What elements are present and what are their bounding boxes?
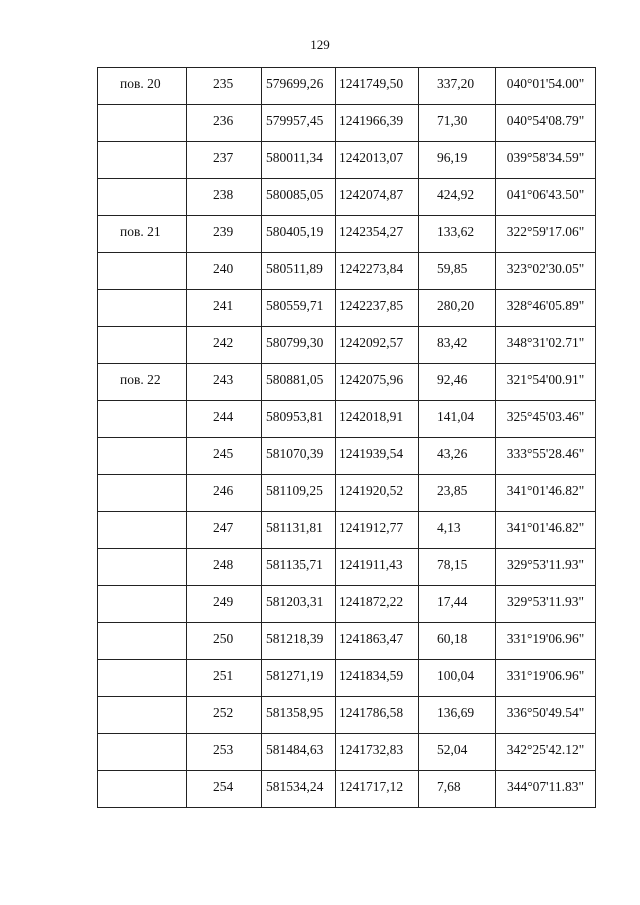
segment-length-cell	[419, 586, 496, 623]
turn-label-cell	[98, 438, 187, 475]
x-coordinate-cell	[262, 438, 336, 475]
point-number: 238	[213, 187, 234, 202]
turn-label-cell	[98, 253, 187, 290]
y-coordinate: 1241786,58	[339, 705, 404, 720]
x-coordinate-cell	[262, 475, 336, 512]
turn-label: пов. 20	[120, 76, 161, 91]
table-row	[98, 771, 596, 808]
direction-angle-cell	[496, 105, 596, 142]
point-number-cell	[187, 438, 262, 475]
direction-angle: 328°46'05.89"	[506, 298, 585, 313]
y-coordinate: 1242074,87	[339, 187, 404, 202]
x-coordinate: 581070,39	[266, 446, 324, 461]
segment-length-cell	[419, 401, 496, 438]
point-number-cell	[187, 512, 262, 549]
segment-length-cell	[419, 512, 496, 549]
coordinates-table	[97, 67, 596, 808]
direction-angle-cell	[496, 216, 596, 253]
table-row	[98, 401, 596, 438]
segment-length: 337,20	[437, 76, 475, 91]
direction-angle: 342°25'42.12"	[506, 742, 585, 757]
segment-length: 83,42	[437, 335, 468, 350]
x-coordinate-cell	[262, 253, 336, 290]
segment-length: 71,30	[437, 113, 468, 128]
y-coordinate-cell	[336, 734, 419, 771]
y-coordinate-cell	[336, 475, 419, 512]
y-coordinate-cell	[336, 290, 419, 327]
direction-angle-cell	[496, 364, 596, 401]
x-coordinate-cell	[262, 401, 336, 438]
x-coordinate: 581109,25	[266, 483, 323, 498]
point-number: 250	[213, 631, 234, 646]
page-number: 129	[310, 37, 330, 52]
x-coordinate-cell	[262, 549, 336, 586]
segment-length: 59,85	[437, 261, 468, 276]
direction-angle: 321°54'00.91"	[506, 372, 585, 387]
direction-angle: 336°50'49.54"	[506, 705, 585, 720]
turn-label	[98, 586, 186, 594]
turn-label-cell	[98, 401, 187, 438]
point-number: 242	[213, 335, 234, 350]
point-number-cell	[187, 586, 262, 623]
point-number: 254	[213, 779, 234, 794]
table-row	[98, 253, 596, 290]
turn-label	[98, 179, 186, 187]
turn-label: пов. 22	[120, 372, 161, 387]
point-number: 247	[213, 520, 234, 535]
turn-label: пов. 21	[120, 224, 161, 239]
x-coordinate: 580085,05	[266, 187, 324, 202]
x-coordinate: 581534,24	[266, 779, 324, 794]
x-coordinate-cell	[262, 660, 336, 697]
segment-length: 100,04	[437, 668, 475, 683]
direction-angle-cell	[496, 68, 596, 105]
y-coordinate: 1242075,96	[339, 372, 404, 387]
x-coordinate-cell	[262, 142, 336, 179]
y-coordinate: 1241966,39	[339, 113, 404, 128]
x-coordinate-cell	[262, 623, 336, 660]
point-number: 249	[213, 594, 234, 609]
point-number: 248	[213, 557, 234, 572]
segment-length: 4,13	[437, 520, 461, 535]
table-row	[98, 216, 596, 253]
x-coordinate: 581218,39	[266, 631, 324, 646]
turn-label-cell	[98, 475, 187, 512]
x-coordinate: 579957,45	[266, 113, 324, 128]
y-coordinate: 1241939,54	[339, 446, 404, 461]
segment-length: 133,62	[437, 224, 475, 239]
turn-label-cell	[98, 290, 187, 327]
point-number: 251	[213, 668, 234, 683]
y-coordinate-cell	[336, 660, 419, 697]
table-row	[98, 475, 596, 512]
point-number-cell	[187, 142, 262, 179]
turn-label	[98, 327, 186, 335]
point-number: 244	[213, 409, 234, 424]
y-coordinate: 1241749,50	[339, 76, 404, 91]
table-row	[98, 364, 596, 401]
y-coordinate-cell	[336, 401, 419, 438]
segment-length-cell	[419, 475, 496, 512]
x-coordinate-cell	[262, 327, 336, 364]
segment-length: 17,44	[437, 594, 468, 609]
point-number-cell	[187, 401, 262, 438]
turn-label-cell	[98, 734, 187, 771]
turn-label	[98, 290, 186, 298]
point-number-cell	[187, 623, 262, 660]
point-number-cell	[187, 660, 262, 697]
turn-label-cell	[98, 697, 187, 734]
y-coordinate: 1242237,85	[339, 298, 404, 313]
y-coordinate: 1242092,57	[339, 335, 404, 350]
segment-length-cell	[419, 549, 496, 586]
direction-angle: 333°55'28.46"	[506, 446, 585, 461]
segment-length: 141,04	[437, 409, 475, 424]
turn-label	[98, 623, 186, 631]
segment-length-cell	[419, 734, 496, 771]
x-coordinate-cell	[262, 771, 336, 808]
direction-angle: 344°07'11.83"	[507, 779, 584, 794]
segment-length-cell	[419, 142, 496, 179]
x-coordinate: 581271,19	[266, 668, 324, 683]
turn-label-cell	[98, 771, 187, 808]
x-coordinate-cell	[262, 290, 336, 327]
direction-angle-cell	[496, 586, 596, 623]
turn-label-cell	[98, 327, 187, 364]
segment-length-cell	[419, 623, 496, 660]
direction-angle-cell	[496, 327, 596, 364]
direction-angle: 325°45'03.46"	[506, 409, 585, 424]
segment-length: 424,92	[437, 187, 475, 202]
direction-angle: 348°31'02.71"	[506, 335, 585, 350]
table-row	[98, 549, 596, 586]
point-number: 240	[213, 261, 234, 276]
x-coordinate-cell	[262, 364, 336, 401]
table-row	[98, 105, 596, 142]
x-coordinate: 580799,30	[266, 335, 324, 350]
segment-length-cell	[419, 68, 496, 105]
x-coordinate: 580953,81	[266, 409, 324, 424]
y-coordinate: 1242018,91	[339, 409, 404, 424]
point-number-cell	[187, 253, 262, 290]
turn-label-cell	[98, 179, 187, 216]
table-row	[98, 68, 596, 105]
direction-angle-cell	[496, 290, 596, 327]
point-number: 236	[213, 113, 234, 128]
point-number-cell	[187, 364, 262, 401]
x-coordinate: 580511,89	[266, 261, 323, 276]
turn-label	[98, 401, 186, 409]
turn-label-cell	[98, 660, 187, 697]
segment-length: 92,46	[437, 372, 468, 387]
point-number-cell	[187, 771, 262, 808]
direction-angle: 329°53'11.93"	[507, 594, 584, 609]
y-coordinate-cell	[336, 438, 419, 475]
direction-angle-cell	[496, 734, 596, 771]
table-row	[98, 438, 596, 475]
direction-angle: 039°58'34.59"	[506, 150, 585, 165]
direction-angle-cell	[496, 438, 596, 475]
x-coordinate-cell	[262, 179, 336, 216]
segment-length-cell	[419, 697, 496, 734]
turn-label-cell	[98, 586, 187, 623]
point-number-cell	[187, 290, 262, 327]
table-row	[98, 142, 596, 179]
segment-length-cell	[419, 179, 496, 216]
x-coordinate: 581358,95	[266, 705, 324, 720]
direction-angle: 040°54'08.79"	[506, 113, 585, 128]
point-number-cell	[187, 697, 262, 734]
table-row	[98, 586, 596, 623]
turn-label-cell	[98, 364, 187, 401]
point-number-cell	[187, 475, 262, 512]
y-coordinate-cell	[336, 697, 419, 734]
x-coordinate: 581203,31	[266, 594, 324, 609]
coordinates-table-body	[98, 68, 596, 808]
direction-angle: 323°02'30.05"	[506, 261, 585, 276]
direction-angle: 322°59'17.06"	[506, 224, 585, 239]
turn-label	[98, 771, 186, 779]
table-row	[98, 734, 596, 771]
direction-angle-cell	[496, 660, 596, 697]
point-number: 252	[213, 705, 234, 720]
segment-length-cell	[419, 438, 496, 475]
y-coordinate-cell	[336, 771, 419, 808]
point-number: 235	[213, 76, 234, 91]
point-number: 246	[213, 483, 234, 498]
direction-angle-cell	[496, 179, 596, 216]
y-coordinate-cell	[336, 68, 419, 105]
turn-label-cell	[98, 623, 187, 660]
point-number-cell	[187, 179, 262, 216]
y-coordinate-cell	[336, 327, 419, 364]
x-coordinate: 580011,34	[266, 150, 323, 165]
segment-length: 60,18	[437, 631, 468, 646]
table-row	[98, 660, 596, 697]
turn-label-cell	[98, 142, 187, 179]
turn-label	[98, 512, 186, 520]
point-number-cell	[187, 216, 262, 253]
segment-length-cell	[419, 327, 496, 364]
point-number-cell	[187, 68, 262, 105]
x-coordinate-cell	[262, 697, 336, 734]
segment-length: 78,15	[437, 557, 468, 572]
turn-label	[98, 697, 186, 705]
segment-length-cell	[419, 290, 496, 327]
point-number: 245	[213, 446, 234, 461]
turn-label	[98, 142, 186, 150]
y-coordinate: 1241872,22	[339, 594, 404, 609]
turn-label-cell	[98, 216, 187, 253]
direction-angle-cell	[496, 475, 596, 512]
x-coordinate: 579699,26	[266, 76, 324, 91]
direction-angle-cell	[496, 512, 596, 549]
turn-label	[98, 475, 186, 483]
turn-label-cell	[98, 549, 187, 586]
point-number: 237	[213, 150, 234, 165]
direction-angle: 341°01'46.82"	[506, 483, 585, 498]
table-row	[98, 290, 596, 327]
x-coordinate: 581131,81	[266, 520, 323, 535]
segment-length-cell	[419, 364, 496, 401]
turn-label	[98, 549, 186, 557]
table-row	[98, 697, 596, 734]
y-coordinate: 1241863,47	[339, 631, 404, 646]
point-number: 253	[213, 742, 234, 757]
segment-length: 136,69	[437, 705, 475, 720]
x-coordinate: 580405,19	[266, 224, 324, 239]
y-coordinate-cell	[336, 512, 419, 549]
y-coordinate: 1241717,12	[339, 779, 404, 794]
table-row	[98, 327, 596, 364]
y-coordinate-cell	[336, 216, 419, 253]
y-coordinate-cell	[336, 105, 419, 142]
y-coordinate-cell	[336, 253, 419, 290]
y-coordinate-cell	[336, 179, 419, 216]
point-number-cell	[187, 549, 262, 586]
y-coordinate-cell	[336, 623, 419, 660]
point-number: 243	[213, 372, 234, 387]
turn-label	[98, 105, 186, 113]
table-row	[98, 179, 596, 216]
y-coordinate-cell	[336, 586, 419, 623]
x-coordinate-cell	[262, 216, 336, 253]
segment-length-cell	[419, 253, 496, 290]
y-coordinate: 1241911,43	[339, 557, 403, 572]
turn-label	[98, 253, 186, 261]
turn-label	[98, 734, 186, 742]
y-coordinate: 1242273,84	[339, 261, 404, 276]
direction-angle-cell	[496, 771, 596, 808]
table-row	[98, 623, 596, 660]
table-row	[98, 512, 596, 549]
point-number-cell	[187, 105, 262, 142]
turn-label	[98, 438, 186, 446]
x-coordinate: 580881,05	[266, 372, 324, 387]
direction-angle-cell	[496, 401, 596, 438]
segment-length-cell	[419, 660, 496, 697]
y-coordinate: 1241732,83	[339, 742, 404, 757]
y-coordinate: 1241834,59	[339, 668, 404, 683]
x-coordinate: 581484,63	[266, 742, 324, 757]
point-number-cell	[187, 327, 262, 364]
x-coordinate-cell	[262, 512, 336, 549]
direction-angle-cell	[496, 549, 596, 586]
direction-angle: 329°53'11.93"	[507, 557, 584, 572]
segment-length: 23,85	[437, 483, 468, 498]
turn-label-cell	[98, 512, 187, 549]
point-number: 241	[213, 298, 234, 313]
segment-length-cell	[419, 105, 496, 142]
y-coordinate: 1241920,52	[339, 483, 404, 498]
segment-length: 96,19	[437, 150, 468, 165]
point-number-cell	[187, 734, 262, 771]
x-coordinate-cell	[262, 586, 336, 623]
segment-length: 7,68	[437, 779, 461, 794]
direction-angle: 341°01'46.82"	[506, 520, 585, 535]
direction-angle-cell	[496, 623, 596, 660]
direction-angle-cell	[496, 697, 596, 734]
x-coordinate: 580559,71	[266, 298, 324, 313]
y-coordinate: 1242013,07	[339, 150, 404, 165]
x-coordinate-cell	[262, 105, 336, 142]
y-coordinate: 1242354,27	[339, 224, 404, 239]
x-coordinate-cell	[262, 68, 336, 105]
direction-angle: 331°19'06.96"	[506, 631, 585, 646]
y-coordinate-cell	[336, 364, 419, 401]
x-coordinate-cell	[262, 734, 336, 771]
segment-length: 280,20	[437, 298, 475, 313]
segment-length: 43,26	[437, 446, 468, 461]
turn-label	[98, 660, 186, 668]
segment-length-cell	[419, 216, 496, 253]
segment-length: 52,04	[437, 742, 468, 757]
direction-angle: 331°19'06.96"	[506, 668, 585, 683]
turn-label-cell	[98, 105, 187, 142]
y-coordinate: 1241912,77	[339, 520, 404, 535]
point-number: 239	[213, 224, 234, 239]
direction-angle-cell	[496, 253, 596, 290]
y-coordinate-cell	[336, 549, 419, 586]
direction-angle-cell	[496, 142, 596, 179]
turn-label-cell	[98, 68, 187, 105]
direction-angle: 040°01'54.00"	[506, 76, 585, 91]
segment-length-cell	[419, 771, 496, 808]
x-coordinate: 581135,71	[266, 557, 323, 572]
y-coordinate-cell	[336, 142, 419, 179]
direction-angle: 041°06'43.50"	[506, 187, 585, 202]
